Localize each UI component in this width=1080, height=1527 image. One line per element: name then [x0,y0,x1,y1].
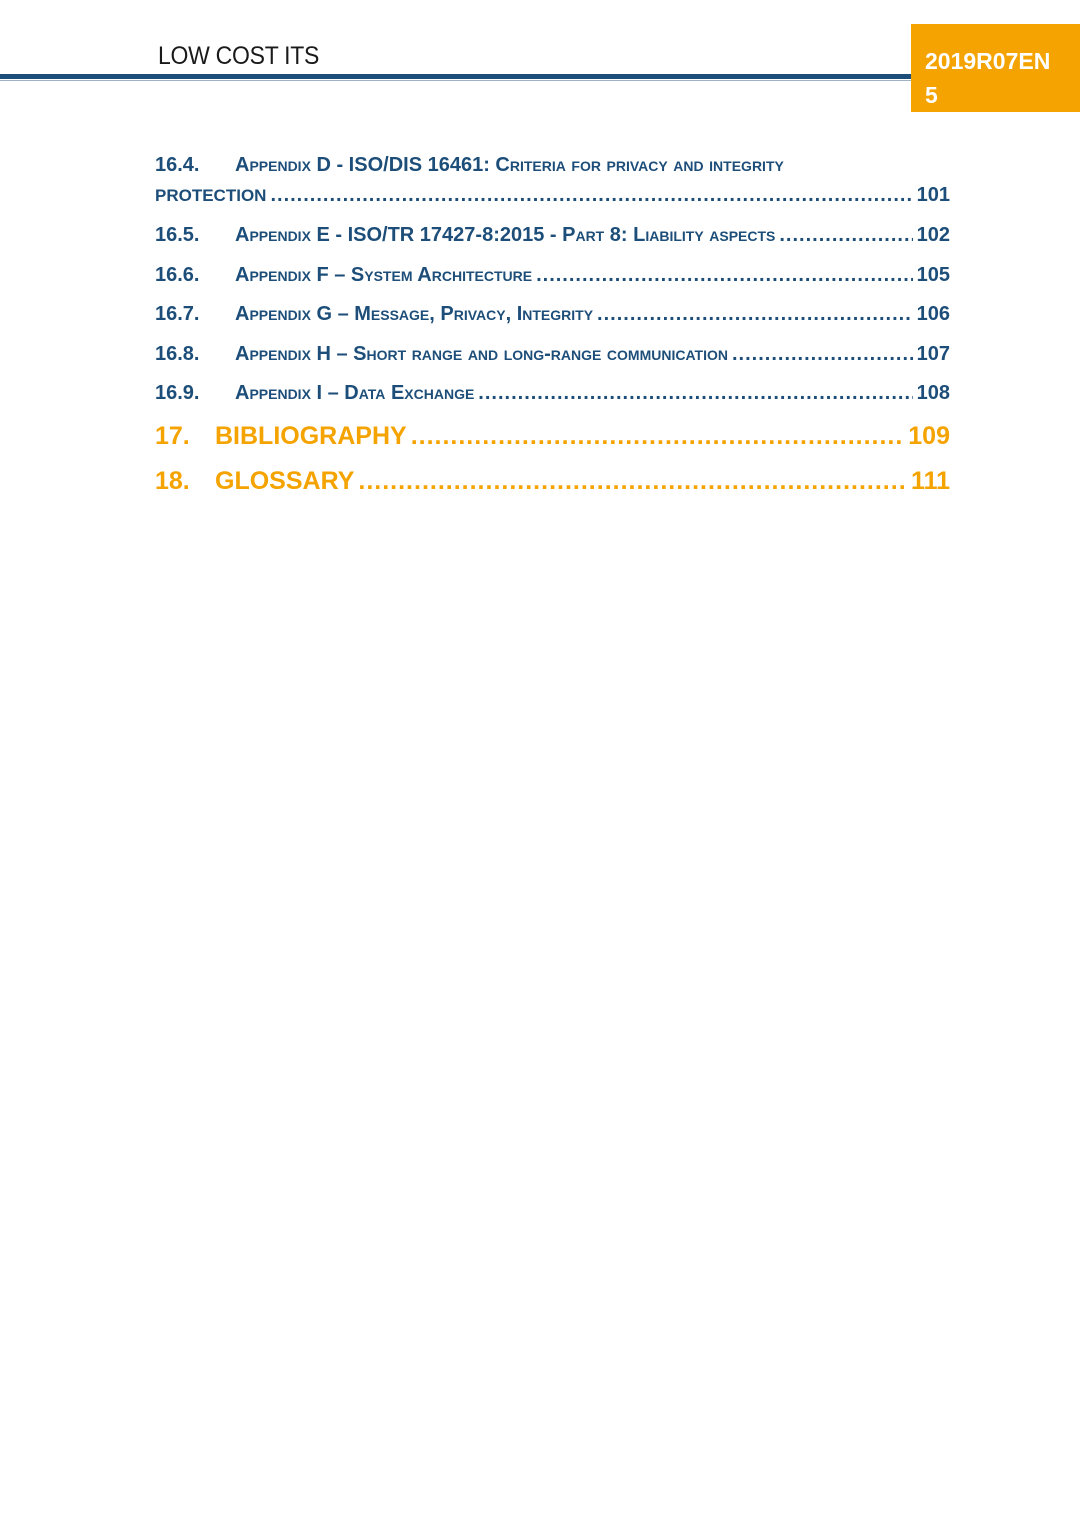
toc-entry-page: 111 [911,466,950,495]
toc-entry-page: 109 [908,421,950,450]
toc-entry-page: 102 [916,224,950,246]
table-of-contents [155,150,950,504]
toc-entry-16-9[interactable] [155,374,950,414]
toc-leader-dots [779,216,912,256]
header-rule-thin [0,80,912,81]
page-number: 5 [925,82,938,108]
toc-entry-title: BIBLIOGRAPHY [215,421,407,450]
toc-leader-dots [732,335,913,375]
toc-entry-title-continued: PROTECTION [155,186,267,205]
toc-entry-title: Appendix F – System Architecture [235,263,533,286]
toc-entry-16-6[interactable] [155,256,950,296]
toc-entry-17[interactable] [155,414,950,459]
toc-entry-number: 16.4. [155,154,200,176]
document-code: 2019R07EN [925,48,1051,74]
toc-entry-title: Appendix H – Short range and long-range communication [235,342,728,365]
toc-entry-page: 107 [916,342,950,365]
toc-entry-number: 18. [155,466,190,495]
toc-entry-number: 16.7. [155,303,200,325]
toc-leader-dots [411,414,905,459]
toc-entry-number: 16.5. [155,224,200,246]
toc-entry-title: Appendix D - ISO/DIS 16461: Criteria for privacy and integrity [235,154,784,176]
toc-entry-number: 16.8. [155,342,200,365]
toc-entry-16-8[interactable] [155,335,950,375]
toc-entry-page: 101 [916,184,950,206]
toc-entry-page: 106 [916,303,950,325]
toc-leader-dots [536,256,913,296]
toc-entry-18[interactable] [155,459,950,504]
toc-entry-16-7[interactable] [155,295,950,335]
toc-entry-16-4-line1[interactable] [155,150,950,180]
document-code-box [911,24,1080,112]
toc-entry-number: 16.9. [155,382,200,404]
toc-leader-dots [597,295,913,335]
running-header-title: LOW COST ITS [158,42,320,70]
toc-leader-dots [478,374,912,414]
toc-entry-16-4-line2[interactable] [155,180,950,216]
header-rule [0,74,912,79]
toc-entry-16-5[interactable] [155,216,950,256]
toc-entry-title: Appendix E - ISO/TR 17427-8:2015 - Part 8: Liability aspects [235,224,776,246]
toc-entry-number: 16.6. [155,263,200,286]
toc-entry-number: 17. [155,421,190,450]
toc-leader-dots [358,459,907,504]
toc-leader-dots [270,180,912,210]
toc-entry-page: 105 [916,263,950,286]
toc-entry-title: Appendix I – Data Exchange [235,382,475,404]
toc-entry-title: Appendix G – Message, Privacy, Integrity [235,303,594,325]
toc-entry-title: GLOSSARY [215,466,355,495]
toc-entry-page: 108 [916,382,950,404]
